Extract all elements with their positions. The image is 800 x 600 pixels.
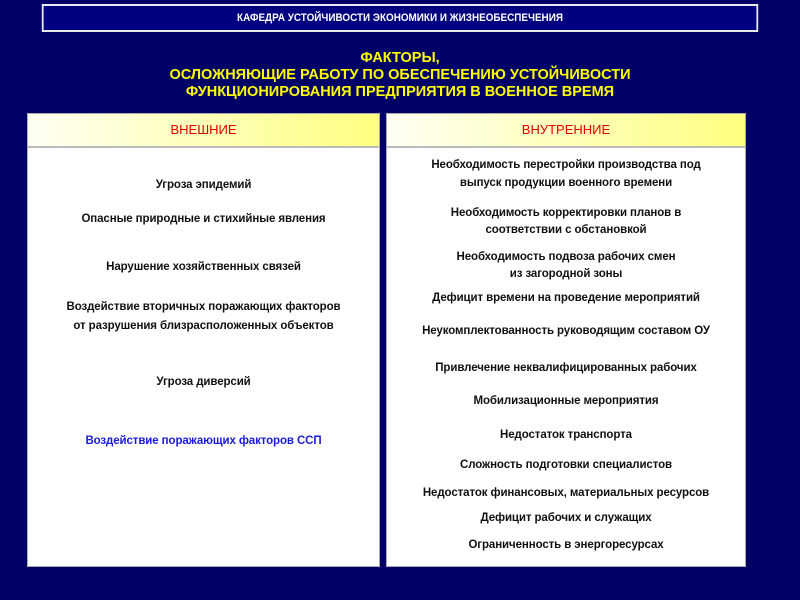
external-item: Угроза диверсий (156, 376, 251, 388)
external-header: ВНЕШНИЕ (28, 114, 379, 148)
title-line: ОСЛОЖНЯЮЩИЕ РАБОТУ ПО ОБЕСПЕЧЕНИЮ УСТОЙЧИВОСТИ (169, 67, 631, 83)
external-item: Угроза эпидемий (155, 179, 252, 191)
external-item: Воздействие вторичных поражающих факторов от разрушения близрасположенных объектов (66, 301, 341, 332)
external-item-highlighted: Воздействие поражающих факторов ССП (85, 435, 322, 447)
external-item: Опасные природные и стихийные явления (81, 213, 326, 225)
internal-item: Неукомплектованность руководящим составом ОУ (422, 325, 710, 337)
internal-item: Ограниченность в энергоресурсах (468, 539, 664, 551)
title-line: ФУНКЦИОНИРОВАНИЯ ПРЕДПРИЯТИЯ В ВОЕННОЕ ВРЕМЯ (185, 84, 615, 100)
internal-item: Дефицит времени на проведение мероприятий (432, 292, 700, 304)
internal-item: Мобилизационные мероприятия (473, 395, 659, 407)
internal-item: Сложность подготовки специалистов (459, 459, 672, 471)
internal-factors-panel (386, 113, 746, 567)
external-item: Нарушение хозяйственных связей (106, 261, 301, 273)
internal-item: Необходимость перестройки производства под выпуск продукции военного времени (431, 159, 701, 189)
internal-item: Дефицит рабочих и служащих (480, 512, 652, 524)
internal-item: Недостаток транспорта (500, 429, 632, 441)
internal-item: Привлечение неквалифицированных рабочих (435, 362, 697, 374)
department-header: КАФЕДРА УСТОЙЧИВОСТИ ЭКОНОМИКИ И ЖИЗНЕОБЕСПЕЧЕНИЯ (42, 4, 758, 32)
internal-item: Недостаток финансовых, материальных ресурсов (422, 487, 710, 499)
internal-item: Необходимость корректировки планов в соответствии с обстановкой (450, 207, 682, 236)
internal-item: Необходимость подвоза рабочих смен из загородной зоны (456, 251, 676, 280)
external-factors-panel (27, 113, 380, 567)
title-line: ФАКТОРЫ, (360, 50, 440, 66)
internal-header: ВНУТРЕННИЕ (387, 114, 745, 148)
slide-title (0, 50, 800, 101)
